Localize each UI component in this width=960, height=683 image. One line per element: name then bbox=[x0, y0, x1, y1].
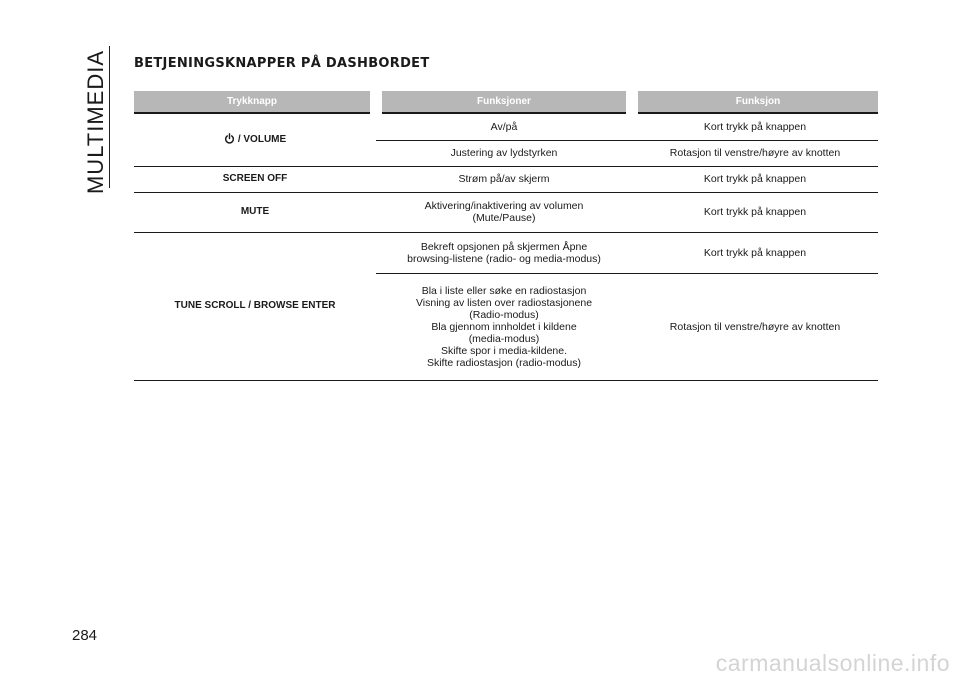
controls-table bbox=[134, 91, 878, 381]
header-button: Trykknapp bbox=[134, 91, 376, 113]
screen-off-action: Kort trykk på knappen bbox=[632, 166, 878, 192]
screen-off-function: Strøm på/av skjerm bbox=[376, 166, 632, 192]
tune-function-line: Skifte spor i media-kildene. bbox=[440, 344, 568, 357]
volume-function-2: Justering av lydstyrken bbox=[376, 140, 632, 166]
table-row bbox=[134, 166, 878, 192]
table-row bbox=[134, 113, 878, 140]
page-title: BETJENINGSKNAPPER PÅ DASHBORDET bbox=[134, 56, 430, 71]
tune-function-line: Skifte radiostasjon (radio-modus) bbox=[426, 356, 582, 369]
table-row bbox=[134, 192, 878, 232]
tune-function-line: Bla gjennom innholdet i kildene bbox=[431, 320, 577, 333]
watermark: carmanualsonline.info bbox=[715, 650, 950, 676]
screen-off-key: SCREEN OFF bbox=[134, 166, 376, 192]
tune-function-2 bbox=[376, 273, 632, 380]
table-header-row bbox=[134, 91, 878, 113]
mute-action: Kort trykk på knappen bbox=[632, 192, 878, 232]
section-divider bbox=[109, 46, 110, 188]
section-label bbox=[82, 49, 110, 195]
volume-key-label: / VOLUME bbox=[237, 134, 287, 146]
mute-function bbox=[376, 192, 632, 232]
tune-function-line: (Radio-modus) bbox=[469, 308, 539, 321]
table-row bbox=[134, 232, 878, 273]
power-icon bbox=[224, 133, 235, 144]
tune-function-1 bbox=[376, 232, 632, 273]
volume-function-1: Av/på bbox=[376, 113, 632, 140]
volume-key bbox=[134, 113, 376, 166]
tune-function-line: Visning av listen over radiostasjonene bbox=[415, 296, 593, 309]
mute-key: MUTE bbox=[134, 192, 376, 232]
header-functions: Funksjoner bbox=[376, 91, 632, 113]
volume-action-1: Kort trykk på knappen bbox=[632, 113, 878, 140]
tune-key: TUNE SCROLL / BROWSE ENTER bbox=[134, 232, 376, 380]
mute-function-line: (Mute/Pause) bbox=[472, 212, 536, 224]
tune-function-line: (media-modus) bbox=[468, 332, 540, 345]
tune-function-line: Bekreft opsjonen på skjermen Åpne bbox=[420, 240, 588, 253]
mute-function-line: Aktivering/inaktivering av volumen bbox=[424, 200, 584, 212]
tune-function-line: browsing-listene (radio- og media-modus) bbox=[407, 252, 601, 265]
header-function: Funksjon bbox=[632, 91, 878, 113]
tune-function-line: Bla i liste eller søke en radiostasjon bbox=[421, 284, 587, 297]
section-label-text: MULTIMEDIA bbox=[83, 49, 108, 195]
volume-action-2: Rotasjon til venstre/høyre av knotten bbox=[632, 140, 878, 166]
tune-action-1: Kort trykk på knappen bbox=[632, 232, 878, 273]
tune-action-2: Rotasjon til venstre/høyre av knotten bbox=[632, 273, 878, 380]
page-number: 284 bbox=[72, 627, 98, 644]
